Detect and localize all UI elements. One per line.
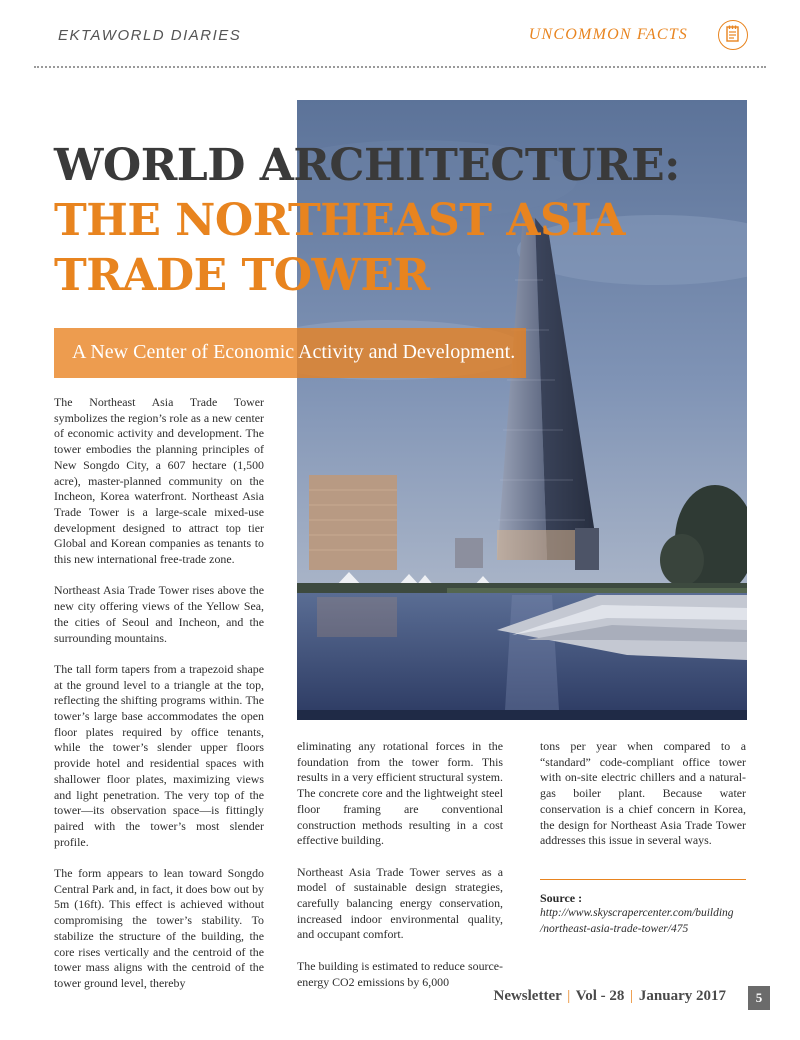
subtitle-text: A New Center of Economic Activity and Development. xyxy=(72,341,516,363)
paragraph: Northeast Asia Trade Tower serves as a model of sustainable design strategies, carefully balancing energy conservation, increased indoor environmental quality, and occupant comfort. xyxy=(297,864,503,942)
title-line-2: THE NORTHEAST ASIA xyxy=(54,195,625,246)
paragraph: eliminating any rotational forces in the foundation from the tower form. This results in a very efficient structural system. The concrete core and the lightweight steel floor framing are conventional construction methods resulting in a cost effective building. xyxy=(297,739,503,848)
section-name: UNCOMMON FACTS xyxy=(528,26,688,43)
paragraph: The tall form tapers from a trapezoid shape at the ground level to a triangle at the top, reflecting the shifting programs within. The tower’s large base accommodates the open floor plates required by office tenants, while the tower’s slender upper floors provide hotel and residential spaces with shallower floor plates, maximizing views and light penetration. The very top of the tower—its observation space—is fittingly paired with the tower’s most slender profile. xyxy=(54,661,264,849)
article-column-2 xyxy=(297,739,503,1006)
footer-separator: | xyxy=(630,988,634,1004)
paragraph: The Northeast Asia Trade Tower symbolizes the region’s role as a new center of economic activity and development. The tower embodies the planning principles of New Songdo City, a 607 hectare (1,500 acre), master-planned community on the Incheon, Korea waterfront. Northeast Asia Trade Tower is a large-scale mixed-use development designed to attract top tier Global and Korean companies as tenants to this new international free-trade zone. xyxy=(54,395,264,567)
source-label: Source : xyxy=(540,891,583,905)
source-url-part[interactable]: http://www.skyscrapercenter.com/building xyxy=(540,907,734,919)
paragraph: The form appears to lean toward Songdo Central Park and, in fact, it does bow out by 5m (16ft). This effect is achieved without compromising the tower’s stability. To stabilize the structure of the building, the core rises vertically and the centroid of the tower mass aligns with the centroid of the tower ground level, thereby xyxy=(54,866,264,990)
paragraph: tons per year when compared to a “standard” code-compliant office tower with on-site electric chillers and a natural-gas boiler plant. Because water conservation is a chief concern in Korea, the design for Northeast Asia Trade Tower addresses this issue in several ways. xyxy=(540,739,746,848)
title-line-3: TRADE TOWER xyxy=(54,250,430,301)
header-divider xyxy=(34,66,766,68)
footer-publication: Newsletter xyxy=(493,988,562,1004)
notepad-icon xyxy=(718,20,748,50)
article-column-1 xyxy=(54,395,264,1007)
article-column-3 xyxy=(540,739,746,865)
subtitle-banner xyxy=(54,328,526,378)
footer-separator: | xyxy=(567,988,571,1004)
source-link[interactable] xyxy=(540,906,755,937)
source-url-part[interactable]: /northeast-asia-trade-tower/475 xyxy=(540,922,689,935)
magazine-name: EKTAWORLD DIARIES xyxy=(58,27,242,44)
footer-volume: Vol - 28 xyxy=(575,988,625,1004)
article-title xyxy=(54,138,694,303)
title-line-1: WORLD ARCHITECTURE: xyxy=(54,140,680,191)
page-number: 5 xyxy=(748,986,770,1010)
footer-date: January 2017 xyxy=(638,988,726,1004)
footer xyxy=(493,988,726,1005)
source-divider xyxy=(540,879,746,880)
paragraph: Northeast Asia Trade Tower rises above the new city offering views of the Yellow Sea, the cities of Seoul and Incheon, and the surrounding mountains. xyxy=(54,583,264,645)
paragraph: The building is estimated to reduce source-energy CO2 emissions by 6,000 xyxy=(297,958,503,989)
